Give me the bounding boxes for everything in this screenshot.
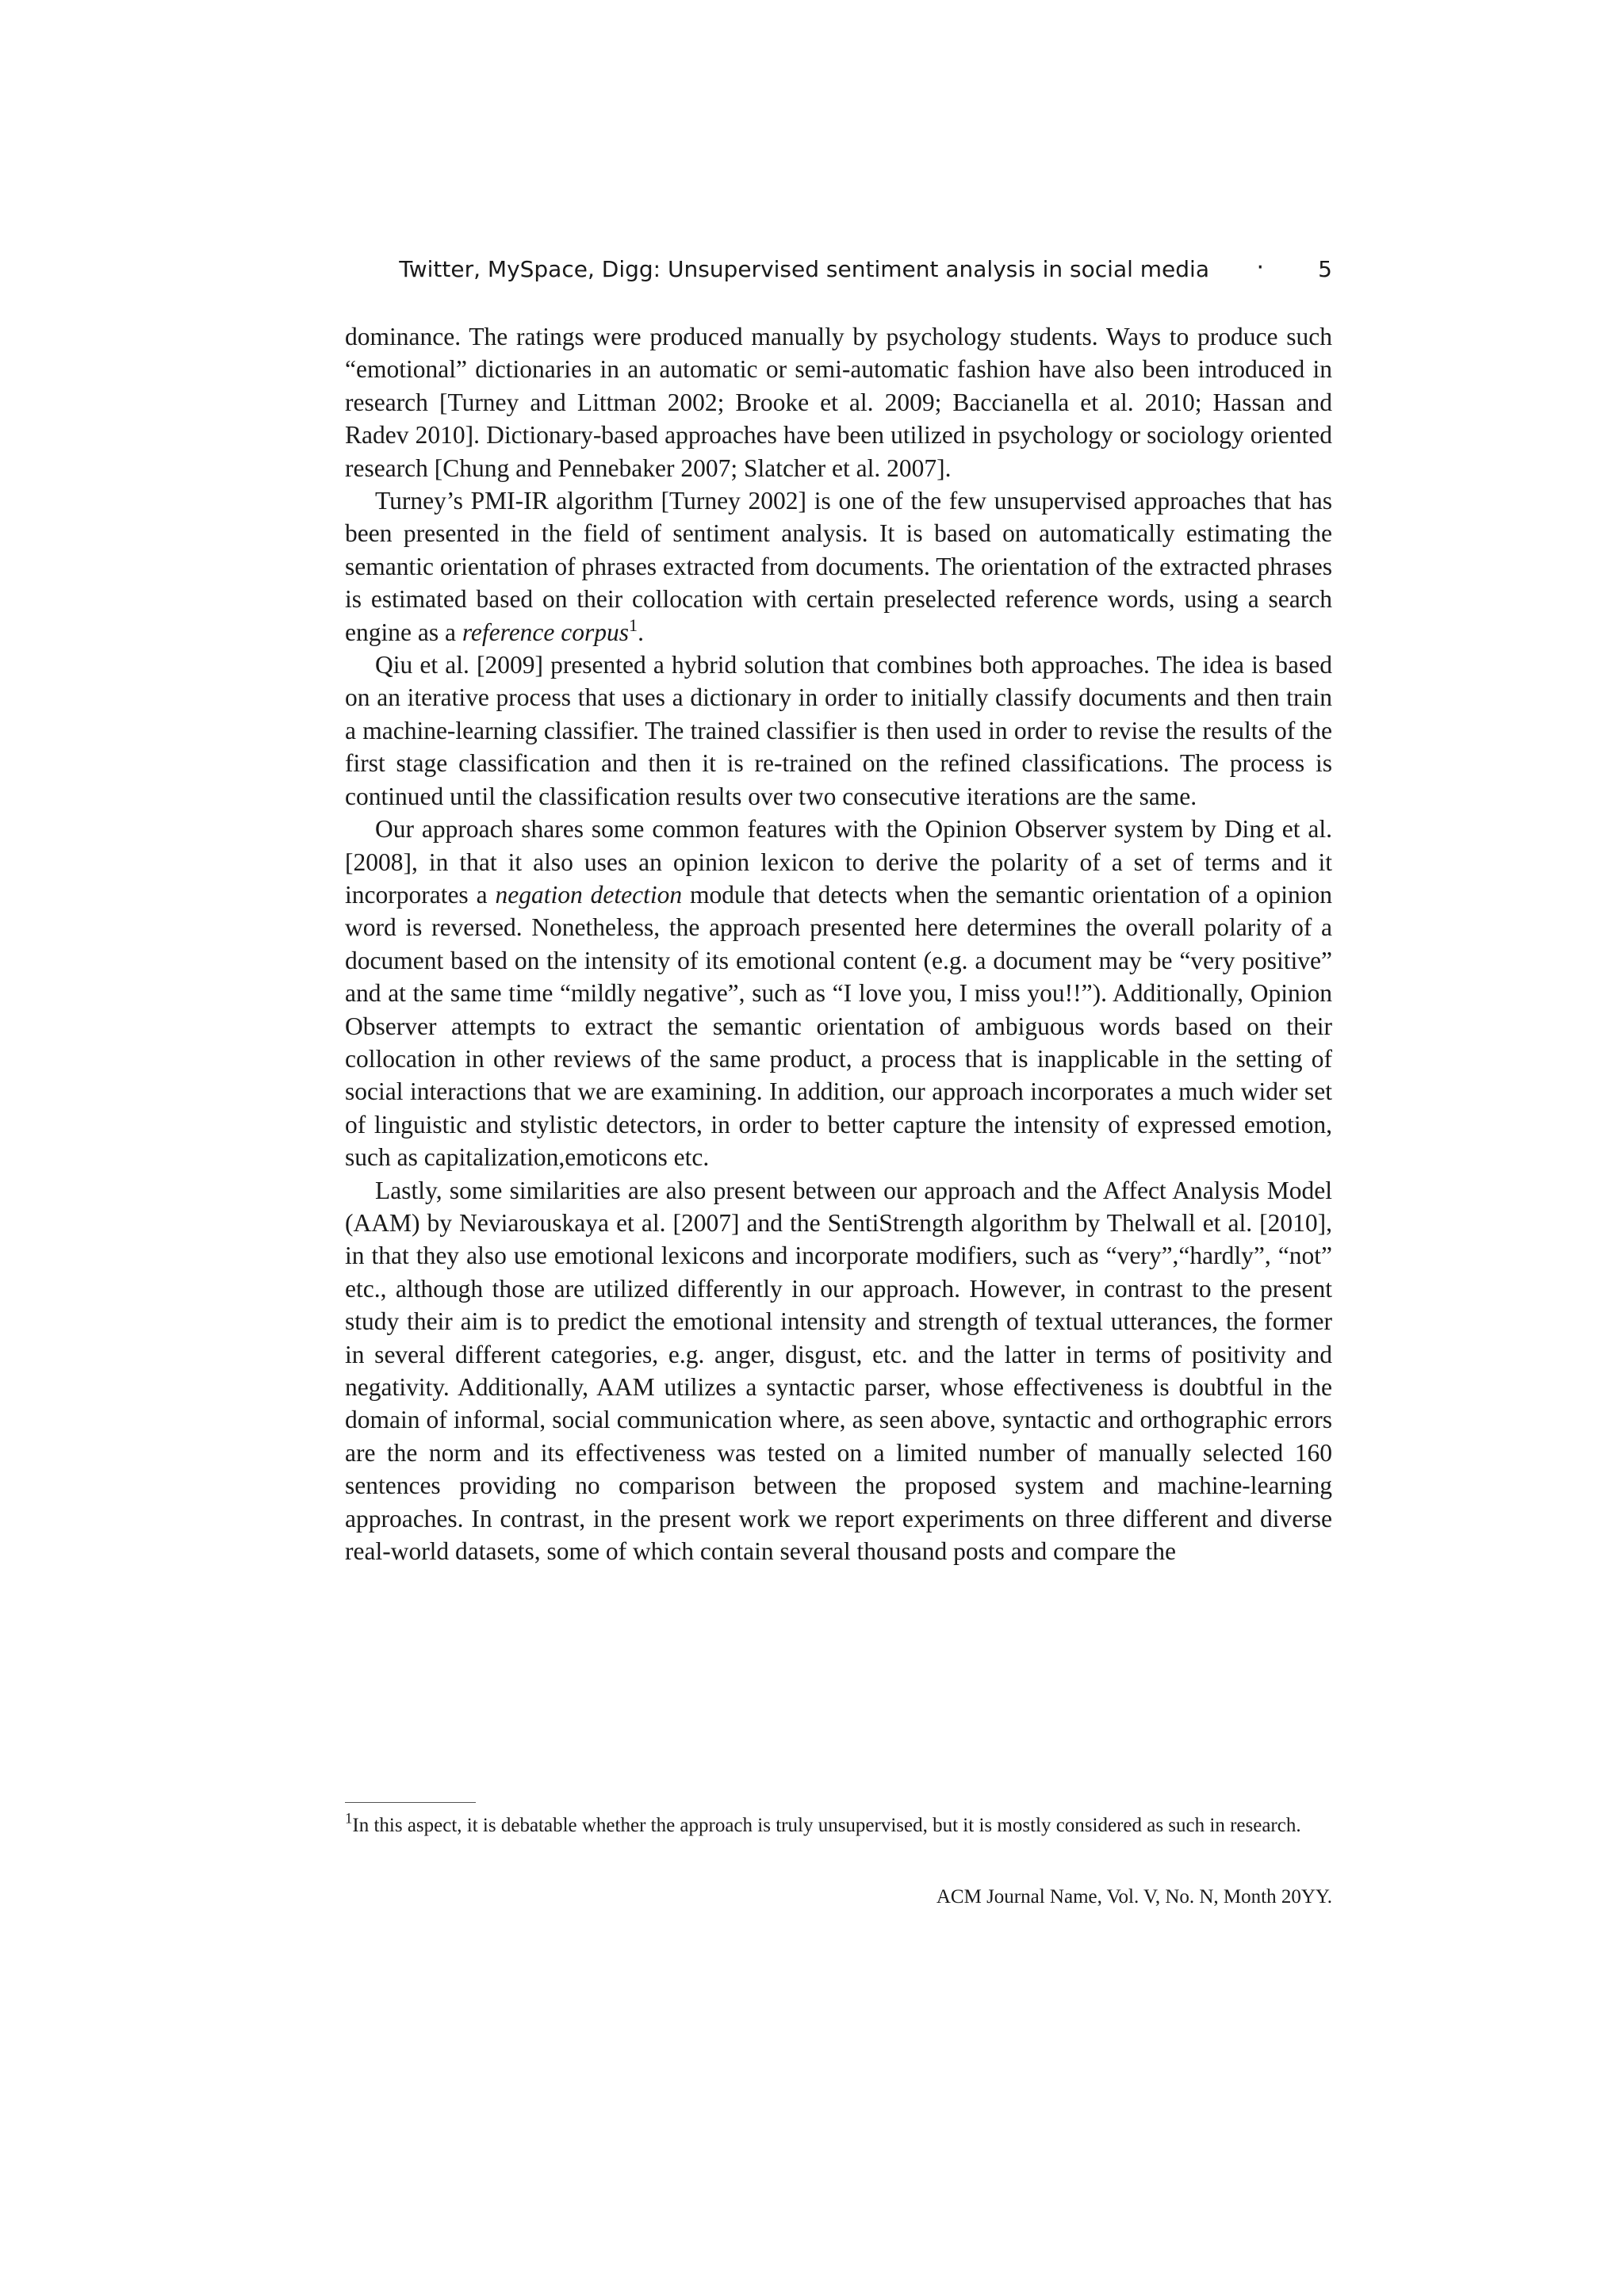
header-separator: · (1256, 254, 1264, 281)
emphasis-negation-detection: negation detection (495, 880, 683, 909)
footnote-number: 1 (345, 1810, 353, 1827)
footnote-text: In this aspect, it is debatable whether the approach is truly unsupervised, but it is mostly considered as such in research. (352, 1815, 1301, 1836)
running-title: Twitter, MySpace, Digg: Unsupervised sentiment analysis in social media (399, 256, 1209, 282)
paragraph-4-text-a: Our approach shares some common features with the Opinion Observer system by Ding et al. [2008], in that it also uses an opinion lexicon to derive the polarity of a set of terms and it incorporates a (345, 815, 1332, 909)
journal-footer: ACM Journal Name, Vol. V, No. N, Month 20YY. (936, 1886, 1332, 1908)
paragraph-5: Lastly, some similarities are also present between our approach and the Affect Analysis Model (AAM) by Neviarouskaya et al. [2007] and the SentiStrength algorithm by Thelwall et al. [2010], in that they also use emotional lexicons and incorporate modifiers, such as “very”,“hardly”, “not” etc., although those are utilized differently in our approach. However, in contrast to the present study their aim is to predict the emotional intensity and strength of textual utterances, the former in several different categories, e.g. anger, disgust, etc. and the latter in terms of positivity and negativity. Additionally, AAM utilizes a syntactic parser, whose effectiveness is doubtful in the domain of informal, social communication where, as seen above, syntactic and orthographic errors are the norm and its effectiveness was tested on a limited number of manually selected 160 sentences providing no comparison between the proposed system and machine-learning approaches. In contrast, in the present work we report experiments on three different and diverse real-world datasets, some of which contain several thousand posts and compare the (345, 1176, 1332, 1566)
running-header (341, 252, 1332, 287)
emphasis-reference-corpus: reference corpus (462, 618, 630, 646)
page-number: 5 (1318, 256, 1332, 282)
main-body (345, 320, 1332, 1567)
paragraph-4 (345, 813, 1332, 1173)
footnote (345, 1812, 1332, 1839)
paragraph-2-end: . (638, 618, 644, 646)
footnote-marker: 1 (629, 614, 638, 635)
paragraph-4-text-b: module that detects when the semantic orientation of a opinion word is reversed. Nonetheless, the approach presented here determines the overall polarity of a document based on the intensity of its emotional content (e.g. a document may be “very positive” and at the same time “mildly negative”, such as “I love you, I miss you!!”). Additionally, Opinion Observer attempts to extract the semantic orientation of ambiguous words based on their collocation in other reviews of the same product, a process that is inapplicable in the setting of social interactions that we are examining. In addition, our approach incorporates a much wider set of linguistic and stylistic detectors, in order to better capture the intensity of expressed emotion, such as capitalization,emoticons etc. (345, 880, 1333, 1172)
paragraph-3: Qiu et al. [2009] presented a hybrid solution that combines both approaches. The idea is based on an iterative process that uses a dictionary in order to initially classify documents and then train a machine-learning classifier. The trained classifier is then used in order to revise the results of the first stage classification and then it is re-trained on the refined classifications. The process is continued until the classification results over two consecutive iterations are the same. (345, 651, 1332, 810)
paragraph-1: dominance. The ratings were produced manually by psychology students. Ways to produce such “emotional” dictionaries in an automatic or semi-automatic fashion have also been introduced in research [Turney and Littman 2002; Brooke et al. 2009; Baccianella et al. 2010; Hassan and Radev 2010]. Dictionary-based approaches have been utilized in psychology or sociology oriented research [Chung and Pennebaker 2007; Slatcher et al. 2007]. (345, 323, 1332, 482)
footnote-divider (345, 1802, 476, 1803)
paragraph-2 (345, 484, 1332, 649)
paragraph-2-text: Turney’s PMI-IR algorithm [Turney 2002] is one of the few unsupervised approaches that has been presented in the field of sentiment analysis. It is based on automatically estimating the semantic orientation of phrases extracted from documents. The orientation of the extracted phrases is estimated based on their collocation with certain preselected reference words, using a search engine as a (345, 487, 1332, 646)
